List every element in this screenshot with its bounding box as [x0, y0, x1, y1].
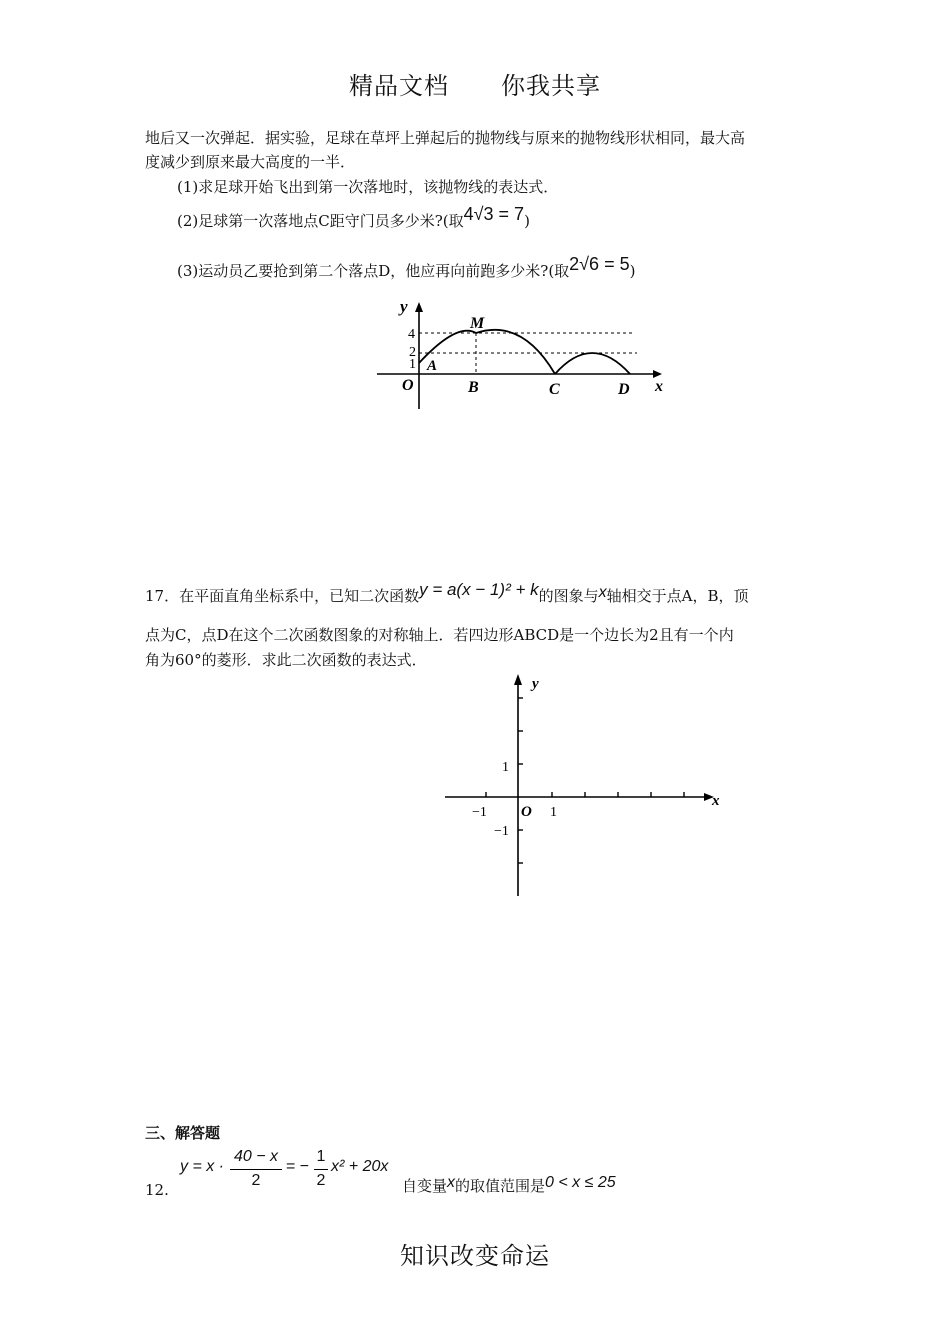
x-tick-1-label: 1 — [550, 805, 557, 820]
second-parabola — [555, 353, 630, 374]
p17-line2: 点为C，点D在这个二次函数图象的对称轴上．若四边形ABCD是一个边长为2且有一个内 — [145, 626, 734, 644]
domain-var: x — [447, 1174, 456, 1191]
x-axis-label: x — [655, 378, 663, 395]
y-axis-arrow — [514, 674, 522, 685]
p16-q3-math: 2√6 = 5 — [569, 254, 630, 274]
section-title: 三、解答题 — [145, 1125, 221, 1142]
p16-line2: 度减少到原来最大高度的一半． — [145, 153, 356, 171]
eq-frac-num: 40 − x — [233, 1148, 279, 1165]
y-tick-4: 4 — [408, 327, 415, 342]
eq-frac-bar — [230, 1169, 282, 1170]
point-C-label: C — [549, 381, 560, 398]
y-axis-label: y — [532, 676, 539, 692]
point-M-label: M — [470, 315, 485, 332]
header-right: 你我共享 — [501, 72, 601, 100]
eq-frac-den: 2 — [251, 1172, 261, 1189]
page-footer: 知识改变命运 — [400, 1242, 550, 1270]
x-axis-label: x — [712, 793, 720, 809]
x-axis-arrow — [653, 370, 662, 378]
coordinate-plane-figure — [440, 668, 730, 900]
domain-text-mid: 的取值范围是 — [455, 1177, 546, 1195]
p17-text-post: 轴相交于点A，B，顶 — [606, 587, 749, 605]
answer-domain — [402, 1174, 616, 1199]
eq-half-bar — [314, 1169, 328, 1170]
p17-var-x: x — [598, 584, 607, 601]
y-axis-label: y — [400, 297, 408, 316]
eq-equals: = − — [286, 1158, 310, 1175]
y-axis-arrow — [415, 302, 423, 312]
eq-half-den: 2 — [316, 1172, 326, 1189]
domain-text-pre: 自变量 — [402, 1177, 448, 1195]
p17-text-mid: 的图象与 — [538, 587, 599, 605]
p16-q1: (1)求足球开始飞出到第一次落地时，该抛物线的表达式． — [177, 178, 559, 196]
point-B-label: B — [468, 379, 479, 396]
p16-q3-text: (3)运动员乙要抢到第二个落点D，他应再向前跑多少米?(取 — [177, 262, 570, 280]
p17-line3: 角为60°的菱形．求此二次函数的表达式． — [145, 651, 427, 669]
p16-q2-math: 4√3 = 7 — [463, 204, 525, 224]
p16-q2-close: ) — [524, 212, 530, 230]
domain-range: 0 < x ≤ 25 — [545, 1174, 616, 1191]
y-tick-1: 1 — [409, 357, 416, 372]
eq-rest: x² + 20x — [331, 1158, 389, 1175]
y-tick-neg1-label: −1 — [494, 824, 509, 839]
ball-trajectory-figure — [372, 292, 672, 412]
eq-lhs: y = x · — [180, 1158, 225, 1175]
origin-label: O — [402, 377, 414, 394]
answer-number: 12. — [145, 1181, 169, 1199]
p17-text-pre: 17．在平面直角坐标系中，已知二次函数 — [145, 587, 420, 605]
origin-label: O — [521, 804, 532, 820]
p16-q2 — [177, 204, 530, 233]
p17-line1 — [145, 580, 749, 609]
y-tick-2: 2 — [409, 345, 416, 360]
eq-half-num: 1 — [316, 1148, 326, 1165]
page-header — [0, 66, 950, 101]
first-parabola — [419, 330, 555, 374]
header-left: 精品文档 — [349, 72, 449, 100]
p16-q3 — [177, 254, 636, 283]
y-tick-1-label: 1 — [502, 760, 509, 775]
point-A-label: A — [427, 358, 438, 374]
point-D-label: D — [618, 381, 630, 398]
p16-q2-text: (2)足球第一次落地点C距守门员多少米?(取 — [177, 212, 464, 230]
answer-equation — [180, 1148, 400, 1200]
p16-line1: 地后又一次弹起．据实验，足球在草坪上弹起后的抛物线与原来的抛物线形状相同，最大高 — [145, 129, 746, 147]
p16-q3-close: ) — [629, 262, 636, 280]
x-tick-neg1-label: −1 — [472, 805, 487, 820]
p17-function: y = a(x − 1)² + k — [419, 580, 539, 599]
